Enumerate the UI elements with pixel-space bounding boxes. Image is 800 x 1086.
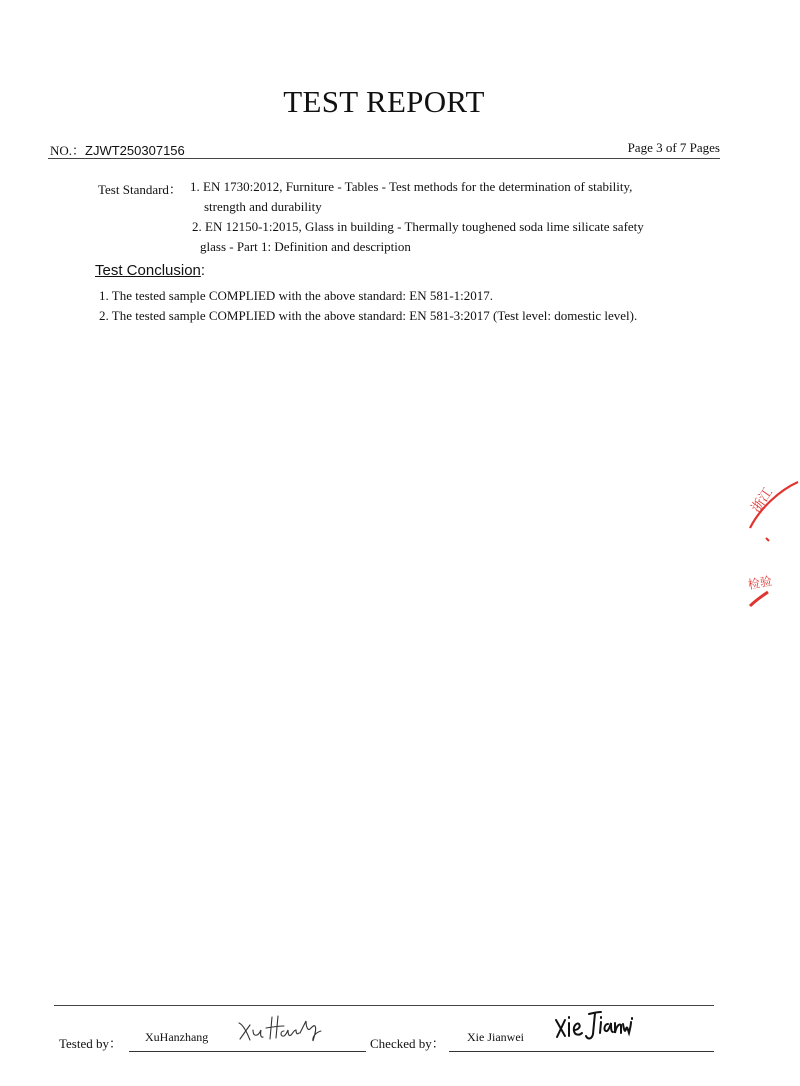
checked-by-signature xyxy=(553,1008,633,1042)
seal-chars-bottom: 检验 xyxy=(746,573,773,592)
tested-by-signature xyxy=(236,1013,324,1043)
tested-by-name: XuHanzhang xyxy=(145,1030,209,1044)
seal-chars-top: 浙江 xyxy=(748,485,777,516)
report-number-value: ZJWT250307156 xyxy=(85,143,185,158)
tested-by-label: Tested by： xyxy=(59,1036,122,1051)
conclusion-item-1: 1. The tested sample COMPLIED with the above standard: EN 581-1:2017. xyxy=(99,288,494,303)
footer-divider xyxy=(54,1005,714,1006)
red-seal-stamp xyxy=(740,470,800,620)
conclusion-item-2: 2. The tested sample COMPLIED with the above standard: EN 581-3:2017 (Test level: domestic level). xyxy=(99,308,638,323)
seal-ring-mid xyxy=(766,538,769,541)
test-standard-label: Test Standard： xyxy=(98,182,182,197)
seal-ring-bottom xyxy=(750,592,768,606)
checked-by-label: Checked by： xyxy=(370,1036,445,1051)
report-number-label: NO.： xyxy=(50,143,86,158)
standard-item-2-line1: 2. EN 12150-1:2015, Glass in building - Thermally toughened soda lime silicate safety xyxy=(192,219,644,234)
tested-by-underline xyxy=(129,1051,366,1052)
test-conclusion-heading xyxy=(95,262,205,279)
standard-item-1-line2: strength and durability xyxy=(204,199,322,214)
conclusion-heading-text: Test Conclusion xyxy=(95,262,201,279)
header-divider xyxy=(48,158,720,159)
standard-item-2-line2: glass - Part 1: Definition and description xyxy=(200,239,411,254)
checked-by-name: Xie Jianwei xyxy=(467,1030,524,1044)
conclusion-heading-colon: : xyxy=(200,262,206,279)
standard-item-1-line1: 1. EN 1730:2012, Furniture - Tables - Test methods for the determination of stability, xyxy=(190,179,633,194)
report-number xyxy=(50,140,185,159)
checked-by-underline xyxy=(449,1051,714,1052)
report-title: TEST REPORT xyxy=(283,84,485,119)
page-indicator: Page 3 of 7 Pages xyxy=(627,140,720,155)
